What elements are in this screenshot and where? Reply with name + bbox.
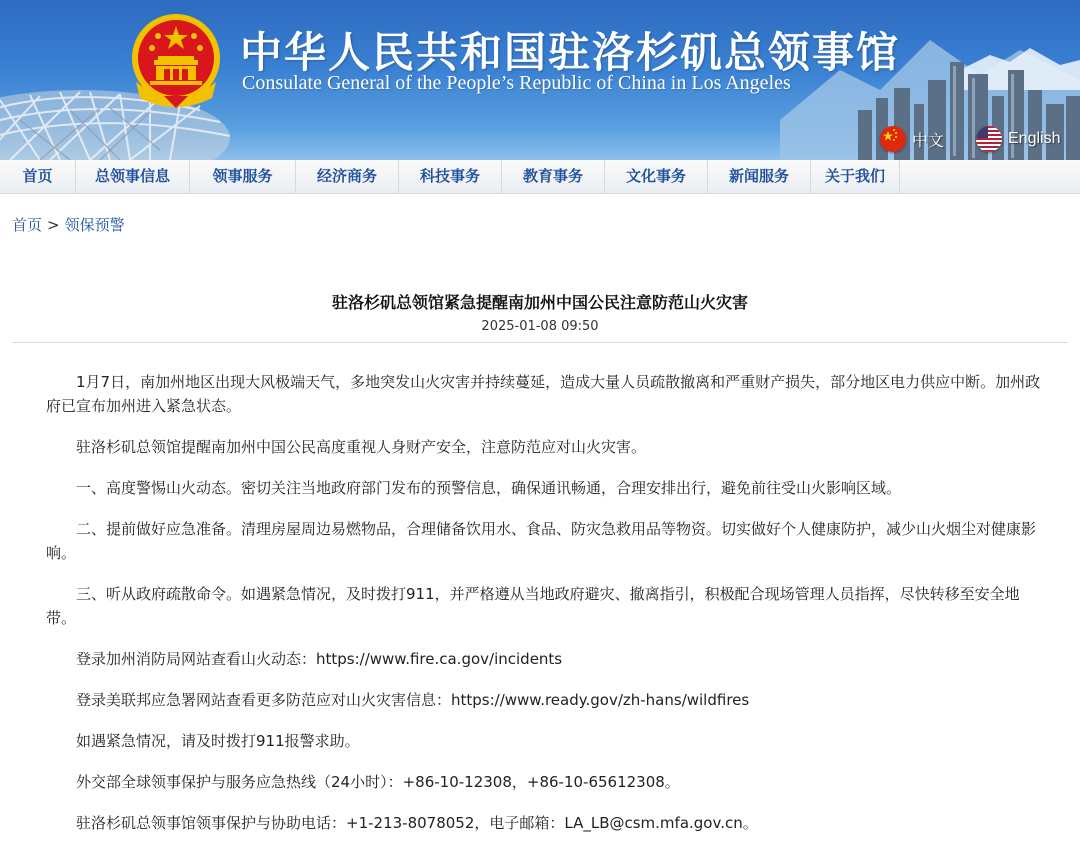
breadcrumb-current-link[interactable]: 领保预警 [64,216,125,234]
nav-item-about-us[interactable]: 关于我们 [811,160,900,194]
lang-switch-english[interactable] [976,126,1060,152]
lang-switch-chinese[interactable] [880,126,944,152]
article-paragraph: 二、提前做好应急准备。清理房屋周边易燃物品，合理储备饮用水、食品、防灾急救用品等物资。切实做好个人健康防护，减少山火烟尘对健康影响。 [46,520,1037,562]
nav-item-science-tech[interactable]: 科技事务 [399,160,502,194]
site-banner [0,0,1080,160]
nav-item-consular-services[interactable]: 领事服务 [190,160,296,194]
article-body [46,370,1042,852]
national-emblem-icon [128,12,224,112]
site-title-cn: 中华人民共和国驻洛杉矶总领事馆 [240,28,901,77]
nav-item-home[interactable]: 首页 [0,160,76,194]
article-paragraph: 外交部全球领事保护与服务应急热线（24小时）：+86-10-12308，+86-10-65612308。 [76,773,680,791]
us-flag-icon [976,126,1002,152]
breadcrumb-separator: > [47,216,60,234]
lang-en-label: English [1008,130,1061,147]
nav-item-education[interactable]: 教育事务 [502,160,605,194]
article-paragraph: 登录美联邦应急署网站查看更多防范应对山火灾害信息：https://www.ready.gov/zh-hans/wildfires [76,691,750,709]
lang-zh-label: 中文 [912,132,945,150]
article-paragraph: 驻洛杉矶总领馆提醒南加州中国公民高度重视人身财产安全，注意防范应对山火灾害。 [76,438,647,456]
article-paragraph: 三、听从政府疏散命令。如遇紧急情况，及时拨打911，并严格遵从当地政府避灾、撤离指引，积极配合现场管理人员指挥，尽快转移至安全地带。 [46,585,1020,627]
article-date: 2025-01-08 09:50 [481,319,599,334]
nav-item-economic-commercial[interactable]: 经济商务 [296,160,399,194]
article-paragraph: 一、高度警惕山火动态。密切关注当地政府部门发布的预警信息，确保通讯畅通，合理安排出行，避免前往受山火影响区域。 [76,479,902,497]
article-paragraph: 1月7日，南加州地区出现大风极端天气，多地突发山火灾害并持续蔓延，造成大量人员疏散撤离和严重财产损失，部分地区电力供应中断。加州政府已宣布加州进入紧急状态。 [46,373,1041,415]
main-nav [0,160,1080,194]
site-title-en: Consulate General of the People’s Republic of China in Los Angeles [242,72,791,94]
breadcrumb [12,214,125,235]
nav-item-culture[interactable]: 文化事务 [605,160,708,194]
breadcrumb-home-link[interactable]: 首页 [12,216,43,234]
china-flag-icon [880,126,906,152]
article-paragraph: 登录加州消防局网站查看山火动态：https://www.fire.ca.gov/incidents [76,650,563,668]
article-title: 驻洛杉矶总领馆紧急提醒南加州中国公民注意防范山火灾害 [331,293,748,312]
article-paragraph: 如遇紧急情况，请及时拨打911报警求助。 [76,732,360,750]
nav-item-news[interactable]: 新闻服务 [708,160,811,194]
nav-item-consul-general-info[interactable]: 总领事信息 [76,160,190,194]
article-paragraph: 驻洛杉矶总领事馆领事保护与协助电话：+1-213-8078052，电子邮箱：LA_LB@csm.mfa.gov.cn。 [76,814,758,832]
title-divider [12,342,1068,343]
